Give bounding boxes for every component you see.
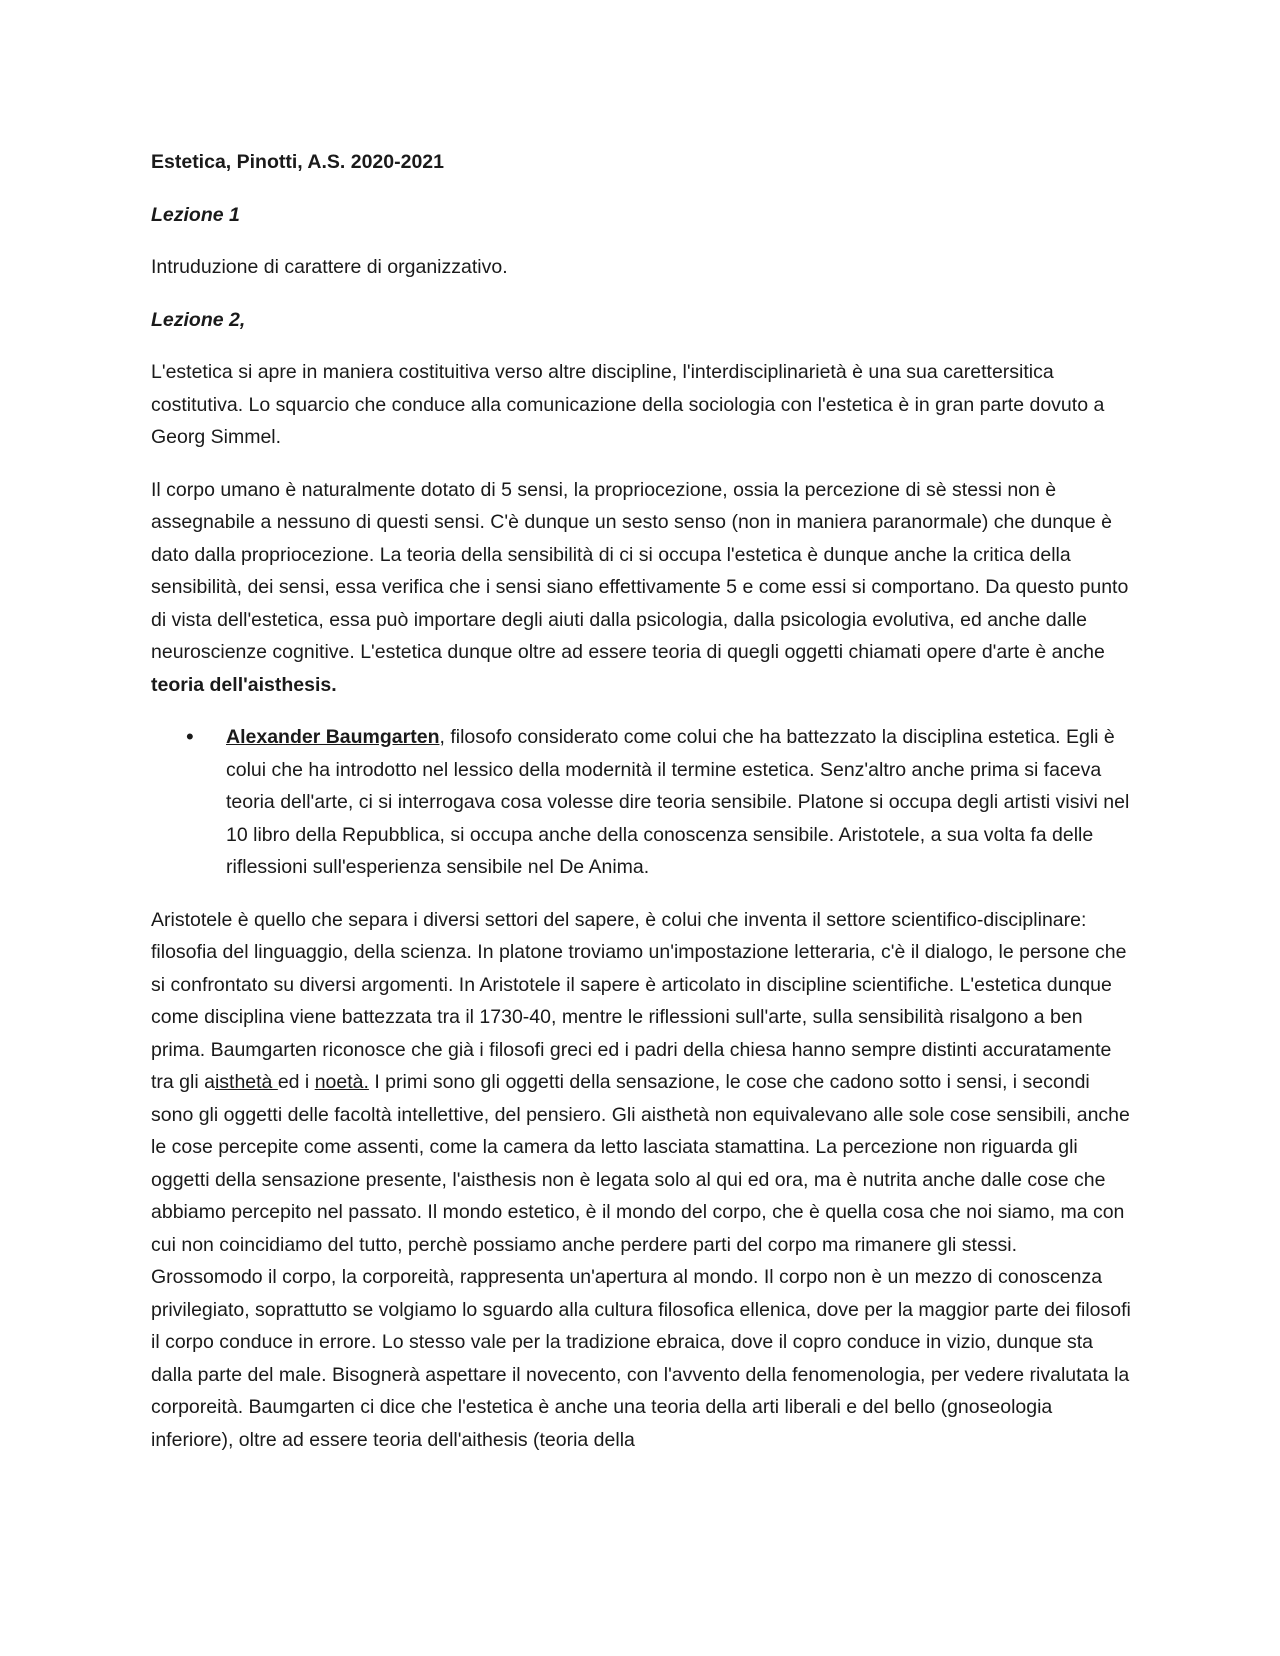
aristotele-text-c: I primi sono gli oggetti della sensazione, le cose che cadono sotto i sensi, i secondi sono gli oggetti delle facoltà intellettive, del pensiero. Gli aisthetà non equivalevano alle sole cose sensibili, anche le cose percepite come assenti, come la camera da letto lasciata stamattina. La percezione non riguarda gli oggetti della sensazione presente, l'aisthesis non è legata solo al qui ed ora, ma è nutrita anche dalle cose che abbiamo percepito nel passato. Il mondo estetico, è il mondo del corpo, che è quella cosa che noi siamo, ma con cui non coincidiamo del tutto, perchè possiamo anche perdere parti del corpo ma rimanere gli stessi. Grossomodo il corpo, la corporeità, rappresenta un'apertura al mondo. Il corpo non è un mezzo di conoscenza privilegiato, soprattutto se volgiamo lo sguardo alla cultura filosofica ellenica, dove per la maggior parte dei filosofi il corpo conduce in errore. Lo stesso vale per la tradizione ebraica, dove il copro conduce in vizio, dunque sta dalla parte del male. Bisognerà aspettare il novecento, con l'avvento della fenomenologia, per vedere rivalutata la corporeità. Baumgarten ci dice che l'estetica è anche una teoria della arti liberali e del bello (gnoseologia inferiore), oltre ad essere teoria dell'aithesis (teoria della bbox=[151, 1071, 1131, 1451]
noeta-term: noetà. bbox=[314, 1071, 369, 1093]
paragraph-interdisciplinarity: L'estetica si apre in maniera costituitiva verso altre discipline, l'interdisciplinarietà è una sua carettersitica costitutiva. Lo squarcio che conduce alla comunicazione della sociologia con l'estetica è in gran parte dovuto a Georg Simmel. bbox=[151, 361, 1105, 448]
lesson-1-heading: Lezione 1 bbox=[151, 203, 240, 226]
aisthesis-emphasis: teoria dell'aisthesis. bbox=[151, 673, 337, 696]
document-page bbox=[151, 146, 1131, 1476]
baumgarten-name: Alexander Baumgarten bbox=[226, 726, 440, 748]
document-title: Estetica, Pinotti, A.S. 2020-2021 bbox=[151, 151, 444, 173]
bullet-list-item bbox=[151, 721, 1131, 884]
paragraph-senses bbox=[151, 474, 1131, 702]
aistheta-term: isthetà bbox=[214, 1071, 278, 1093]
paragraph-aristotele bbox=[151, 904, 1131, 1457]
baumgarten-text: , filosofo considerato come colui che ha battezzato la disciplina estetica. Egli è colui che ha introdotto nel lessico della modernità il termine estetica. Senz'altro anche prima si faceva teoria dell'arte, ci si interrogava cosa volesse dire teoria sensibile. Platone si occupa degli artisti visivi nel 10 libro della Repubblica, si occupa anche della conoscenza sensibile. Aristotele, a sua volta fa delle riflessioni sull'esperienza sensibile nel De Anima. bbox=[226, 726, 1130, 878]
bullet-icon: • bbox=[186, 724, 194, 749]
paragraph-senses-text: Il corpo umano è naturalmente dotato di 5 sensi, la propriocezione, ossia la percezione di sè stessi non è assegnabile a nessuno di questi sensi. C'è dunque un sesto senso (non in maniera paranormale) che dunque è dato dalla propriocezione. La teoria della sensibilità di ci si occupa l'estetica è dunque anche la critica della sensibilità, dei sensi, essa verifica che i sensi siano effettivamente 5 e come essi si comportano. Da questo punto di vista dell'estetica, essa può importare degli aiuti dalla psicologia, dalla psicologia evolutiva, ed anche dalle neuroscienze cognitive. L'estetica dunque oltre ad essere teoria di quegli oggetti chiamati opere d'arte è anche bbox=[151, 478, 1129, 663]
aristotele-text-b: ed i bbox=[277, 1071, 315, 1093]
lesson-2-heading: Lezione 2, bbox=[151, 308, 246, 331]
lesson-1-text: Intruduzione di carattere di organizzativo. bbox=[151, 256, 508, 278]
aristotele-text-a: Aristotele è quello che separa i diversi settori del sapere, è colui che inventa il settore scientifico-disciplinare: filosofia del linguaggio, della scienza. In platone troviamo un'impostazione letteraria, c'è il dialogo, le persone che si confrontato su diversi argomenti. In Aristotele il sapere è articolato in discipline scientifiche. L'estetica dunque come disciplina viene battezzata tra il 1730-40, mentre le riflessioni sull'arte, sulla sensibilità risalgono a ben prima. Baumgarten riconosce che già i filosofi greci ed i padri della chiesa hanno sempre distinti accuratamente tra gli a bbox=[151, 908, 1127, 1093]
